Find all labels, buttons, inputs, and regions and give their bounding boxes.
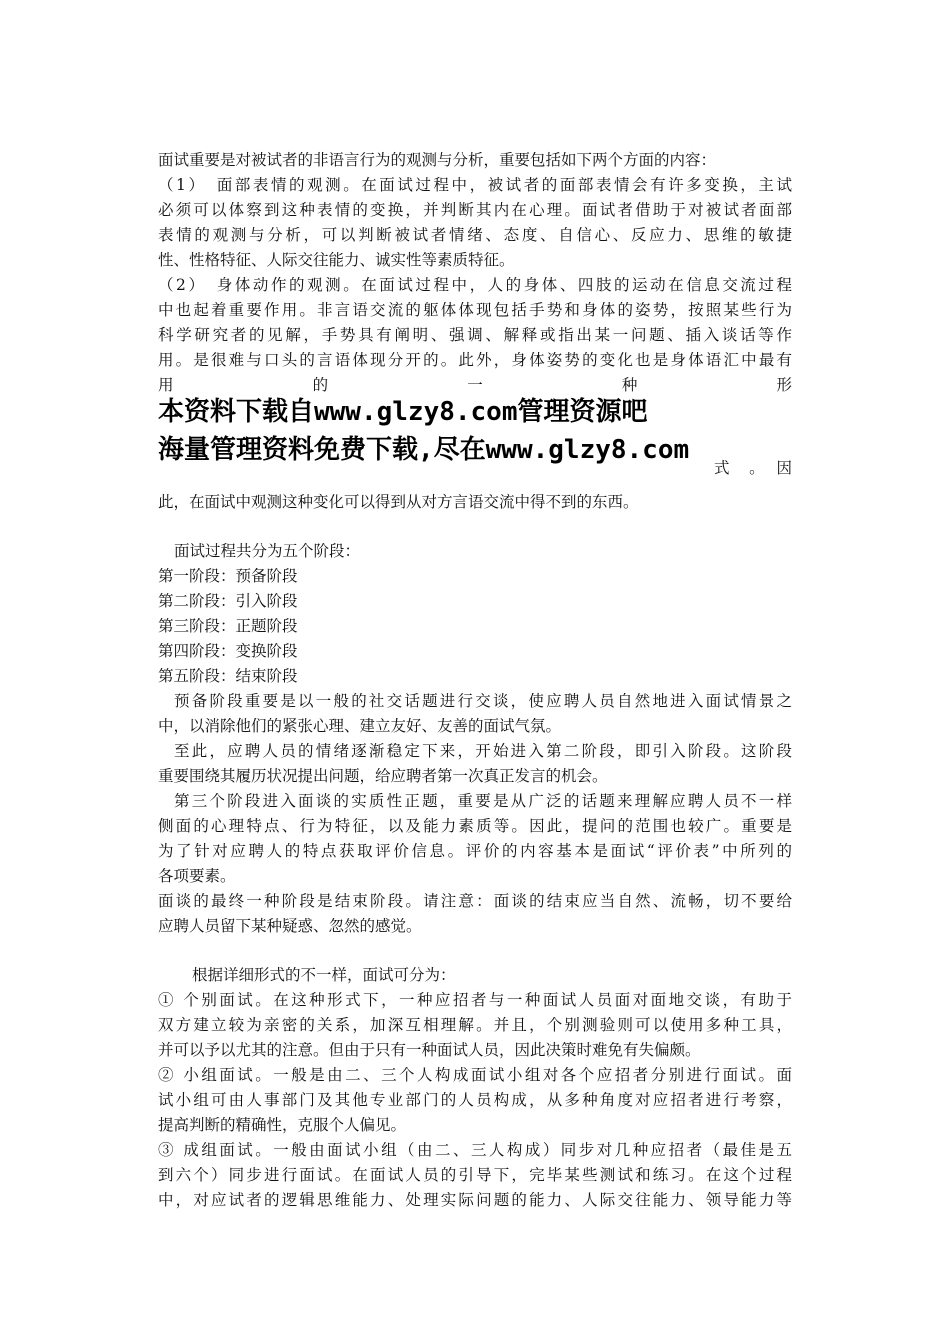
para-line: 预备阶段重要是以一般的社交话题进行交谈，使应聘人员自然地进入面试情景之 (174, 692, 792, 710)
para-line: 中，以消除他们的紧张心理、建立友好、友善的面试气氛。 (158, 717, 562, 735)
spacer (158, 515, 792, 539)
form-item-2 (158, 1063, 792, 1138)
section1-intro: 面试重要是对被试者的非语言行为的观测与分析，重要包括如下两个方面的内容： (158, 151, 717, 169)
stage-item: 第四阶段：变换阶段 (158, 642, 298, 660)
stage-para-1 (158, 689, 792, 739)
form-line: ③ 成组面试。一般由面试小组（由二、三人构成）同步对几种应招者（最佳是五 (158, 1141, 792, 1159)
item2-spread-line: 用 的 一 种 形 (158, 376, 792, 394)
closing-line: 此，在面试中观测这种变化可以得到从对方言语交流中得不到的东西。 (158, 493, 639, 511)
stage-list (158, 564, 792, 689)
item1-line: 性、性格特征、人际交往能力、诚实性等素质特征。 (158, 251, 515, 269)
item2-line: （2） 身体动作的观测。在面试过程中，人的身体、四肢的运动在信息交流过程 (158, 276, 792, 294)
form-line: 提高判断的精确性，克服个人偏见。 (158, 1116, 407, 1134)
item2-line: 用。是很难与口头的言语体现分开的。此外，身体姿势的变化也是身体语汇中最有 (158, 351, 792, 369)
item2-line: 科学研究者的见解，手势具有阐明、强调、解释或指出某一问题、插入谈话等作 (158, 326, 792, 344)
form-line: 并可以予以尤其的注意。但由于只有一种面试人员，因此决策时难免有失偏颇。 (158, 1041, 701, 1059)
stage-para-2 (158, 739, 792, 789)
form-line: ② 小组面试。一般是由二、三个人构成面试小组对各个应招者分别进行面试。面 (158, 1066, 792, 1084)
watermark-block (158, 398, 792, 490)
watermark-line-2: 海量管理资料免费下载,尽在www.glzy8.com (158, 435, 690, 465)
para-line: 至此，应聘人员的情绪逐渐稳定下来，开始进入第二阶段，即引入阶段。这阶段 (174, 742, 792, 760)
para-line: 为了针对应聘人的特点获取评价信息。评价的内容基本是面试“评价表”中所列的 (158, 842, 792, 860)
para-line: 应聘人员留下某种疑惑、忽然的感觉。 (158, 917, 422, 935)
stage-item: 第一阶段：预备阶段 (158, 567, 298, 585)
item1-line: 必须可以体察到这种表情的变换，并判断其内在心理。面试者借助于对被试者面部 (158, 201, 792, 219)
para-line: 各项要素。 (158, 867, 236, 885)
form-line: 试小组可由人事部门及其他专业部门的人员构成，从多种角度对应招者进行考察， (158, 1091, 792, 1109)
document-page (158, 148, 792, 1213)
form-item-3 (158, 1138, 792, 1213)
stage-para-4 (158, 889, 792, 939)
para-line: 面谈的最终一种阶段是结束阶段。请注意：面谈的结束应当自然、流畅，切不要给 (158, 892, 792, 910)
item1-line: （1） 面部表情的观测。在面试过程中，被试者的面部表情会有许多变换，主试 (158, 176, 792, 194)
form-line: 双方建立较为亲密的关系，加深互相理解。并且，个别测验则可以使用多种工具， (158, 1016, 792, 1034)
watermark-tail-text: 式 。 因 (714, 459, 792, 477)
item2-paragraph (158, 273, 792, 398)
item1-paragraph (158, 173, 792, 273)
stage-item: 第二阶段：引入阶段 (158, 592, 298, 610)
section2-intro: 面试过程共分为五个阶段： (174, 542, 361, 560)
stage-item: 第五阶段：结束阶段 (158, 667, 298, 685)
form-line: 中，对应试者的逻辑思维能力、处理实际问题的能力、人际交往能力、领导能力等 (158, 1191, 792, 1209)
form-item-1 (158, 988, 792, 1063)
para-line: 侧面的心理特点、行为特征，以及能力素质等。因此，提问的范围也较广。重要是 (158, 817, 792, 835)
section3-intro: 根据详细形式的不一样，面试可分为： (192, 966, 456, 984)
form-line: 到六个）同步进行面试。在面试人员的引导下，完毕某些测试和练习。在这个过程 (158, 1166, 792, 1184)
stage-item: 第三阶段：正题阶段 (158, 617, 298, 635)
para-line: 第三个阶段进入面谈的实质性正题，重要是从广泛的话题来理解应聘人员不一样 (174, 792, 792, 810)
item1-line: 表情的观测与分析，可以判断被试者情绪、态度、自信心、反应力、思维的敏捷 (158, 226, 792, 244)
form-line: ① 个别面试。在这种形式下，一种应招者与一种面试人员面对面地交谈，有助于 (158, 991, 792, 1009)
watermark-line-1: 本资料下载自www.glzy8.com管理资源吧 (158, 397, 648, 427)
para-line: 重要围绕其履历状况提出问题，给应聘者第一次真正发言的机会。 (158, 767, 608, 785)
stage-para-3 (158, 789, 792, 889)
item2-line: 中也起着重要作用。非言语交流的躯体体现包括手势和身体的姿势，按照某些行为 (158, 301, 792, 319)
spacer (158, 939, 792, 963)
